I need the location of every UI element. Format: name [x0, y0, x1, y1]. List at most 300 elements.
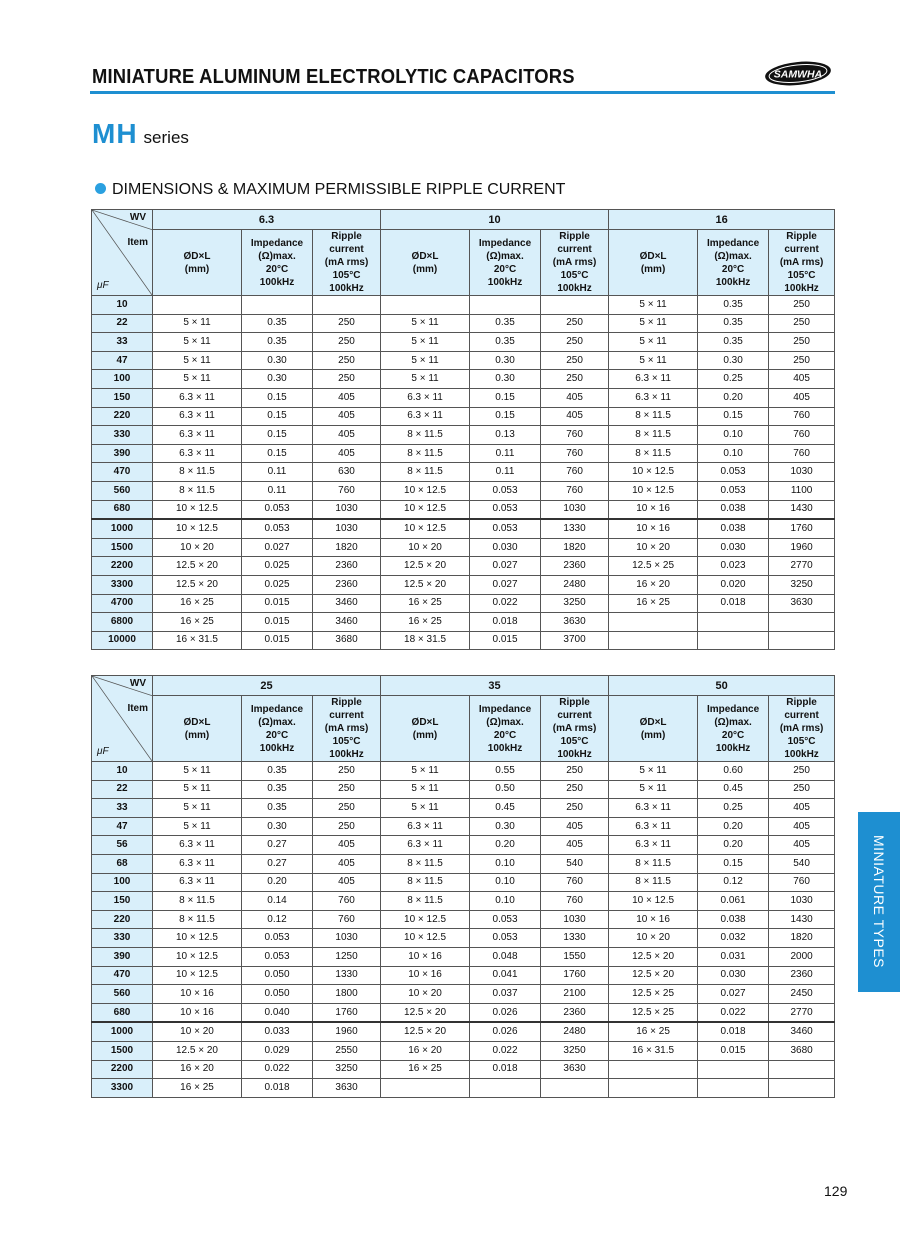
table-cell: 0.053: [242, 947, 313, 966]
table-cell: 405: [313, 854, 381, 873]
corner-header-cell: [92, 676, 153, 762]
capacitance-cell: 220: [92, 910, 153, 929]
table-cell: 5 × 11: [153, 817, 242, 836]
table-cell: 10 × 12.5: [609, 892, 698, 911]
header-line: (mm): [184, 729, 210, 741]
table-cell: 0.35: [698, 314, 769, 333]
table-row: [92, 388, 835, 407]
table-cell: 0.015: [242, 631, 313, 650]
table-row: [92, 407, 835, 426]
table-cell: 0.050: [242, 985, 313, 1004]
table-cell: 8 × 11.5: [381, 463, 470, 482]
series-heading: [92, 118, 189, 150]
table-cell: [470, 296, 541, 315]
table-cell: 0.12: [242, 910, 313, 929]
table-cell: 0.018: [698, 1022, 769, 1041]
capacitance-cell: 330: [92, 426, 153, 445]
header-line: ØD×L: [411, 250, 439, 262]
impedance-header: [242, 696, 313, 762]
table-cell: 6.3 × 11: [609, 799, 698, 818]
table-cell: 10 × 16: [381, 966, 470, 985]
table-cell: 250: [541, 314, 609, 333]
table-cell: 1430: [769, 910, 835, 929]
capacitance-cell: 4700: [92, 594, 153, 613]
table-row: [92, 557, 835, 576]
header-line: 105°C: [332, 270, 361, 281]
table-cell: 1800: [313, 985, 381, 1004]
table-row: [92, 1022, 835, 1041]
header-line: ØD×L: [639, 716, 667, 728]
table-cell: 5 × 11: [381, 333, 470, 352]
ripple-header: [541, 230, 609, 296]
table-cell: 1030: [769, 463, 835, 482]
table-cell: 5 × 11: [153, 370, 242, 389]
header-line: current: [784, 710, 819, 721]
table-cell: 250: [769, 296, 835, 315]
table-cell: 5 × 11: [153, 351, 242, 370]
capacitance-cell: 100: [92, 370, 153, 389]
table-cell: 8 × 11.5: [381, 426, 470, 445]
table-cell: 8 × 11.5: [153, 481, 242, 500]
header-line: 100kHz: [557, 283, 592, 294]
table-cell: 8 × 11.5: [381, 854, 470, 873]
table-row: [92, 500, 835, 519]
table-cell: 5 × 11: [381, 762, 470, 781]
table-cell: 0.053: [470, 500, 541, 519]
page-title: MINIATURE ALUMINUM ELECTROLYTIC CAPACITORS: [92, 66, 575, 88]
header-line: Impedance: [706, 237, 760, 249]
table-cell: 6.3 × 11: [153, 388, 242, 407]
table-cell: 0.026: [470, 1003, 541, 1022]
table-row: [92, 613, 835, 632]
table-cell: 250: [541, 799, 609, 818]
table-row: [92, 296, 835, 315]
wv-header: 16: [609, 210, 835, 230]
table-cell: 2450: [769, 985, 835, 1004]
table-cell: 250: [313, 780, 381, 799]
table-cell: 0.026: [470, 1022, 541, 1041]
table-cell: 0.11: [242, 481, 313, 500]
table-cell: 0.35: [242, 314, 313, 333]
table-cell: 0.033: [242, 1022, 313, 1041]
table-cell: [609, 1060, 698, 1079]
table-cell: 6.3 × 11: [153, 407, 242, 426]
table-cell: 405: [313, 426, 381, 445]
table-cell: 250: [541, 780, 609, 799]
table-row: [92, 854, 835, 873]
table-cell: 0.35: [242, 780, 313, 799]
side-tab[interactable]: [858, 812, 900, 992]
table-cell: 5 × 11: [381, 314, 470, 333]
table-row: [92, 481, 835, 500]
table-cell: [698, 631, 769, 650]
table-cell: 0.022: [470, 594, 541, 613]
header-line: 100kHz: [259, 742, 295, 754]
table-cell: 16 × 25: [609, 594, 698, 613]
table-cell: 0.30: [470, 370, 541, 389]
header-line: 100kHz: [715, 742, 751, 754]
table-cell: 3630: [541, 1060, 609, 1079]
table-cell: 0.20: [698, 836, 769, 855]
table-cell: 0.27: [242, 836, 313, 855]
table-cell: 0.031: [698, 947, 769, 966]
header-line: 20°C: [265, 263, 289, 275]
table-cell: 0.030: [470, 538, 541, 557]
header-line: 100kHz: [329, 749, 364, 760]
table-cell: 0.018: [698, 594, 769, 613]
table-cell: 0.048: [470, 947, 541, 966]
table-cell: 2100: [541, 985, 609, 1004]
header-line: (mA rms): [324, 723, 369, 734]
table-cell: 2770: [769, 557, 835, 576]
table-cell: 8 × 11.5: [609, 426, 698, 445]
table-cell: 0.018: [242, 1079, 313, 1098]
table-cell: 0.50: [470, 780, 541, 799]
capacitance-cell: 470: [92, 966, 153, 985]
wv-header: 35: [381, 676, 609, 696]
table-cell: 0.55: [470, 762, 541, 781]
table-cell: 10 × 20: [153, 1022, 242, 1041]
table-cell: 12.5 × 20: [153, 575, 242, 594]
table-cell: 250: [541, 333, 609, 352]
table-cell: 0.041: [470, 966, 541, 985]
dimension-header: [381, 230, 470, 296]
table-cell: 0.60: [698, 762, 769, 781]
table-cell: 3250: [541, 594, 609, 613]
table-cell: 8 × 11.5: [381, 444, 470, 463]
header-line: (mm): [412, 729, 438, 741]
sub-header-row: [92, 230, 835, 296]
section-title: DIMENSIONS & MAXIMUM PERMISSIBLE RIPPLE CURRENT: [112, 181, 566, 198]
table-cell: 0.11: [242, 463, 313, 482]
capacitance-cell: 1500: [92, 1041, 153, 1060]
table-cell: 0.10: [470, 892, 541, 911]
table-cell: 3250: [769, 575, 835, 594]
table-cell: 0.018: [470, 613, 541, 632]
table-cell: 0.35: [242, 333, 313, 352]
capacitance-cell: 150: [92, 892, 153, 911]
item-label: Item: [127, 237, 148, 248]
table-cell: 16 × 25: [381, 613, 470, 632]
header-line: 105°C: [787, 736, 816, 747]
table-cell: 1820: [769, 929, 835, 948]
table-cell: 6.3 × 11: [609, 370, 698, 389]
table-cell: 10 × 12.5: [153, 966, 242, 985]
table-cell: 2360: [541, 557, 609, 576]
table-cell: 0.35: [242, 799, 313, 818]
table-cell: 0.030: [698, 538, 769, 557]
header-line: (mm): [412, 263, 438, 275]
table-cell: 0.053: [698, 463, 769, 482]
table-cell: 1960: [769, 538, 835, 557]
table-cell: 5 × 11: [609, 296, 698, 315]
table-cell: 250: [541, 370, 609, 389]
wv-header: 50: [609, 676, 835, 696]
table-cell: 405: [313, 873, 381, 892]
table-cell: 16 × 25: [153, 594, 242, 613]
table-cell: 0.029: [242, 1041, 313, 1060]
table-cell: 0.015: [470, 631, 541, 650]
table-cell: [698, 1079, 769, 1098]
sub-header-row: [92, 696, 835, 762]
table-cell: 540: [541, 854, 609, 873]
table-cell: 0.30: [698, 351, 769, 370]
table-row: [92, 1060, 835, 1079]
table-cell: 10 × 12.5: [381, 519, 470, 538]
table-cell: 2550: [313, 1041, 381, 1060]
capacitance-cell: 1000: [92, 1022, 153, 1041]
table-cell: 760: [541, 481, 609, 500]
header-line: (mm): [640, 263, 666, 275]
capacitance-cell: 3300: [92, 575, 153, 594]
table-row: [92, 1079, 835, 1098]
table-cell: 3460: [769, 1022, 835, 1041]
table-cell: 0.015: [242, 594, 313, 613]
table-cell: 405: [769, 388, 835, 407]
table-cell: 0.10: [470, 873, 541, 892]
table-cell: [470, 1079, 541, 1098]
table-cell: 10 × 16: [609, 910, 698, 929]
table-cell: 405: [541, 836, 609, 855]
table-cell: 8 × 11.5: [153, 463, 242, 482]
header-line: 20°C: [265, 729, 289, 741]
table-cell: 760: [313, 910, 381, 929]
table-cell: 3250: [541, 1041, 609, 1060]
table-cell: [609, 613, 698, 632]
capacitance-cell: 22: [92, 780, 153, 799]
table-cell: 12.5 × 20: [609, 966, 698, 985]
table-cell: 10 × 20: [153, 538, 242, 557]
impedance-header: [470, 696, 541, 762]
table-cell: 10 × 12.5: [153, 929, 242, 948]
capacitance-cell: 390: [92, 947, 153, 966]
ripple-header: [313, 230, 381, 296]
table-cell: 3700: [541, 631, 609, 650]
capacitance-cell: 33: [92, 799, 153, 818]
table-cell: 6.3 × 11: [609, 388, 698, 407]
table-cell: 0.025: [242, 557, 313, 576]
table-cell: 2770: [769, 1003, 835, 1022]
table-cell: 8 × 11.5: [609, 873, 698, 892]
table-cell: 6.3 × 11: [153, 426, 242, 445]
table-cell: [609, 631, 698, 650]
table-cell: 5 × 11: [609, 780, 698, 799]
table-cell: 8 × 11.5: [153, 892, 242, 911]
table-cell: 630: [313, 463, 381, 482]
capacitance-cell: 390: [92, 444, 153, 463]
table-cell: 12.5 × 20: [381, 557, 470, 576]
table-cell: 405: [313, 836, 381, 855]
table-cell: 405: [769, 817, 835, 836]
header-line: ØD×L: [183, 716, 211, 728]
table-cell: 0.25: [698, 799, 769, 818]
table-row: [92, 966, 835, 985]
table-cell: 1820: [313, 538, 381, 557]
table-cell: 405: [769, 799, 835, 818]
table-cell: 10 × 12.5: [609, 481, 698, 500]
table-cell: 250: [541, 351, 609, 370]
table-cell: 0.13: [470, 426, 541, 445]
header-line: (mA rms): [779, 257, 824, 268]
ripple-header: [769, 230, 835, 296]
table-cell: 760: [541, 426, 609, 445]
header-line: Impedance: [250, 703, 304, 715]
table-cell: 5 × 11: [153, 762, 242, 781]
table-cell: 0.15: [242, 407, 313, 426]
header-line: 100kHz: [784, 283, 819, 294]
table-cell: 12.5 × 20: [381, 575, 470, 594]
table-cell: 250: [769, 333, 835, 352]
capacitance-cell: 68: [92, 854, 153, 873]
header-line: ØD×L: [639, 250, 667, 262]
table-cell: [381, 296, 470, 315]
table-cell: 405: [541, 817, 609, 836]
table-cell: 0.11: [470, 444, 541, 463]
header-line: 100kHz: [487, 276, 523, 288]
table-cell: 760: [313, 892, 381, 911]
dimension-header: [381, 696, 470, 762]
table-row: [92, 1003, 835, 1022]
header-line: Ripple: [786, 231, 817, 242]
header-line: 20°C: [493, 263, 517, 275]
table-cell: 0.10: [470, 854, 541, 873]
dimension-header: [609, 230, 698, 296]
table-cell: 760: [769, 444, 835, 463]
table-cell: 0.022: [242, 1060, 313, 1079]
dimension-header: [153, 230, 242, 296]
table-cell: 10 × 20: [609, 538, 698, 557]
table-cell: 10 × 12.5: [381, 481, 470, 500]
table-cell: 2000: [769, 947, 835, 966]
header-line: (Ω)max.: [258, 250, 296, 262]
table-cell: 5 × 11: [153, 799, 242, 818]
header-line: Ripple: [331, 231, 362, 242]
header-line: 100kHz: [715, 276, 751, 288]
header-line: 105°C: [332, 736, 361, 747]
table-cell: 0.15: [698, 854, 769, 873]
table-cell: 1430: [769, 500, 835, 519]
header-line: current: [329, 244, 364, 255]
table-cell: 0.022: [470, 1041, 541, 1060]
table-cell: 760: [541, 444, 609, 463]
table-cell: 16 × 31.5: [153, 631, 242, 650]
table-cell: 10 × 16: [381, 947, 470, 966]
table-cell: 5 × 11: [381, 780, 470, 799]
title-rule: [90, 91, 835, 94]
table-cell: 12.5 × 25: [609, 1003, 698, 1022]
series-word: series: [143, 128, 189, 147]
table-cell: 760: [769, 426, 835, 445]
table-row: [92, 780, 835, 799]
table-cell: 16 × 20: [153, 1060, 242, 1079]
table-cell: 5 × 11: [381, 351, 470, 370]
table-row: [92, 929, 835, 948]
header-line: (Ω)max.: [714, 716, 752, 728]
table-cell: [769, 613, 835, 632]
table-row: [92, 910, 835, 929]
table-row: [92, 1041, 835, 1060]
impedance-header: [242, 230, 313, 296]
table-cell: 0.35: [242, 762, 313, 781]
table-cell: 3630: [313, 1079, 381, 1098]
table-cell: 0.030: [698, 966, 769, 985]
table-cell: 2360: [313, 557, 381, 576]
capacitance-cell: 1500: [92, 538, 153, 557]
table-cell: 760: [769, 873, 835, 892]
table-cell: 10 × 12.5: [153, 500, 242, 519]
capacitance-cell: 100: [92, 873, 153, 892]
table-cell: 250: [313, 333, 381, 352]
table-cell: 2480: [541, 1022, 609, 1041]
table-cell: [153, 296, 242, 315]
table-cell: 5 × 11: [381, 799, 470, 818]
table-cell: 8 × 11.5: [381, 892, 470, 911]
table-cell: 405: [313, 388, 381, 407]
table-cell: 10 × 20: [381, 538, 470, 557]
table-cell: 0.040: [242, 1003, 313, 1022]
ripple-header: [769, 696, 835, 762]
table-row: [92, 799, 835, 818]
table-cell: 0.053: [242, 500, 313, 519]
table-cell: 8 × 11.5: [153, 910, 242, 929]
table-cell: 1330: [313, 966, 381, 985]
table-cell: 0.14: [242, 892, 313, 911]
header-line: Impedance: [478, 237, 532, 249]
table-cell: 6.3 × 11: [153, 854, 242, 873]
table-cell: 0.015: [242, 613, 313, 632]
table-cell: 0.10: [698, 444, 769, 463]
table-cell: 0.25: [698, 370, 769, 389]
table-cell: 5 × 11: [153, 780, 242, 799]
spec-table-1: [91, 209, 835, 650]
table-row: [92, 817, 835, 836]
dimension-header: [153, 696, 242, 762]
table-cell: 250: [313, 351, 381, 370]
table-cell: 760: [541, 892, 609, 911]
capacitance-cell: 2200: [92, 557, 153, 576]
table-cell: 0.20: [698, 817, 769, 836]
capacitance-cell: 22: [92, 314, 153, 333]
table-cell: 18 × 31.5: [381, 631, 470, 650]
table-row: [92, 314, 835, 333]
table-cell: 16 × 20: [381, 1041, 470, 1060]
table-cell: 1760: [541, 966, 609, 985]
table-cell: 0.15: [242, 444, 313, 463]
table-cell: 10 × 12.5: [609, 463, 698, 482]
table-cell: 250: [769, 314, 835, 333]
header-line: (mA rms): [552, 257, 597, 268]
header-line: (mA rms): [779, 723, 824, 734]
table-cell: 1820: [541, 538, 609, 557]
table-cell: 0.053: [470, 519, 541, 538]
table-cell: 10 × 16: [609, 500, 698, 519]
section-heading: [95, 181, 565, 199]
table-cell: 405: [541, 407, 609, 426]
table-cell: 0.30: [242, 370, 313, 389]
capacitance-cell: 1000: [92, 519, 153, 538]
table-cell: 405: [541, 388, 609, 407]
table-cell: 3680: [313, 631, 381, 650]
table-cell: 1030: [313, 929, 381, 948]
table-cell: 250: [769, 780, 835, 799]
table-cell: 6.3 × 11: [381, 836, 470, 855]
table-cell: 0.032: [698, 929, 769, 948]
bullet-dot-icon: [95, 183, 106, 194]
header-line: Ripple: [786, 697, 817, 708]
table-cell: 12.5 × 20: [153, 557, 242, 576]
table-cell: [698, 613, 769, 632]
page-number: 129: [824, 1183, 848, 1199]
